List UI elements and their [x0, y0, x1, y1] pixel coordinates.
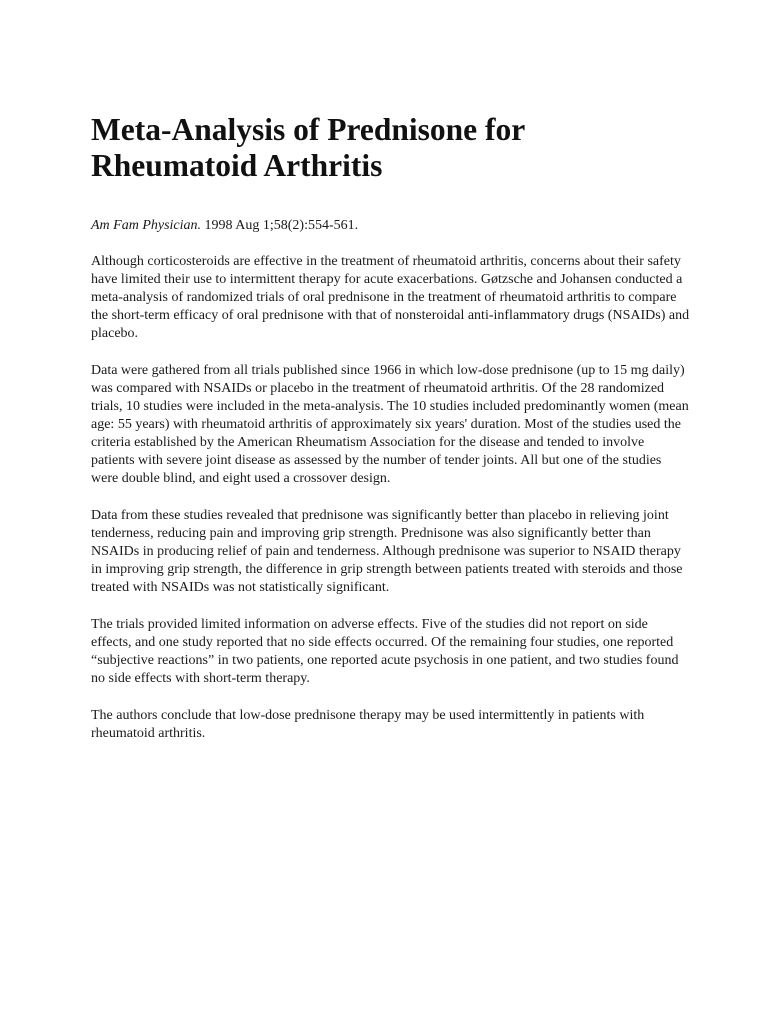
paragraph-results: Data from these studies revealed that prednisone was significantly better than placebo in relieving joint tenderness, reducing pain and improving grip strength. Prednisone was also significantly better than NSAIDs in producing relief of pain and tenderness. Although prednisone was superior to NSAID therapy in improving grip strength, the difference in grip strength between patients treated with steroids and those treated with NSAIDs was not statistically significant. [91, 508, 683, 595]
paragraph-conclusion: The authors conclude that low-dose prednisone therapy may be used intermittently in patients with rheumatoid arthritis. [91, 708, 645, 741]
article [91, 112, 691, 743]
paragraph-adverse-effects: The trials provided limited information on adverse effects. Five of the studies did not report on side effects, and one study reported that no side effects occurred. Of the remaining four studies, one reported “subjective reactions” in two patients, one reported acute psychosis in one patient, and two studies found no side effects with short-term therapy. [91, 617, 679, 686]
paragraph-introduction: Although corticosteroids are effective in the treatment of rheumatoid arthritis, concerns about their safety have limited their use to intermittent therapy for acute exacerbations. Gøtzsche and Johansen conducted a meta-analysis of randomized trials of oral prednisone in the treatment of rheumatoid arthritis to compare the short-term efficacy of oral prednisone with that of nonsteroidal anti-inflammatory drugs (NSAIDs) and placebo. [91, 254, 690, 341]
paragraph-methods: Data were gathered from all trials published since 1966 in which low-dose prednisone (up to 15 mg daily) was compared with NSAIDs or placebo in the treatment of rheumatoid arthritis. Of the 28 randomized trials, 10 studies were included in the meta-analysis. The 10 studies included predominantly women (mean age: 55 years) with rheumatoid arthritis of approximately six years' duration. Most of the studies used the criteria established by the American Rheumatism Association for the disease and tended to involve patients with severe joint disease as assessed by the number of tender joints. All but one of the studies were double blind, and eight used a crossover design. [91, 363, 689, 486]
citation [91, 217, 691, 235]
article-title: Meta-Analysis of Prednisone for Rheumatoid Arthritis [91, 112, 525, 183]
journal-name: Am Fam Physician. [91, 218, 202, 233]
citation-details: 1998 Aug 1;58(2):554-561. [201, 218, 359, 233]
